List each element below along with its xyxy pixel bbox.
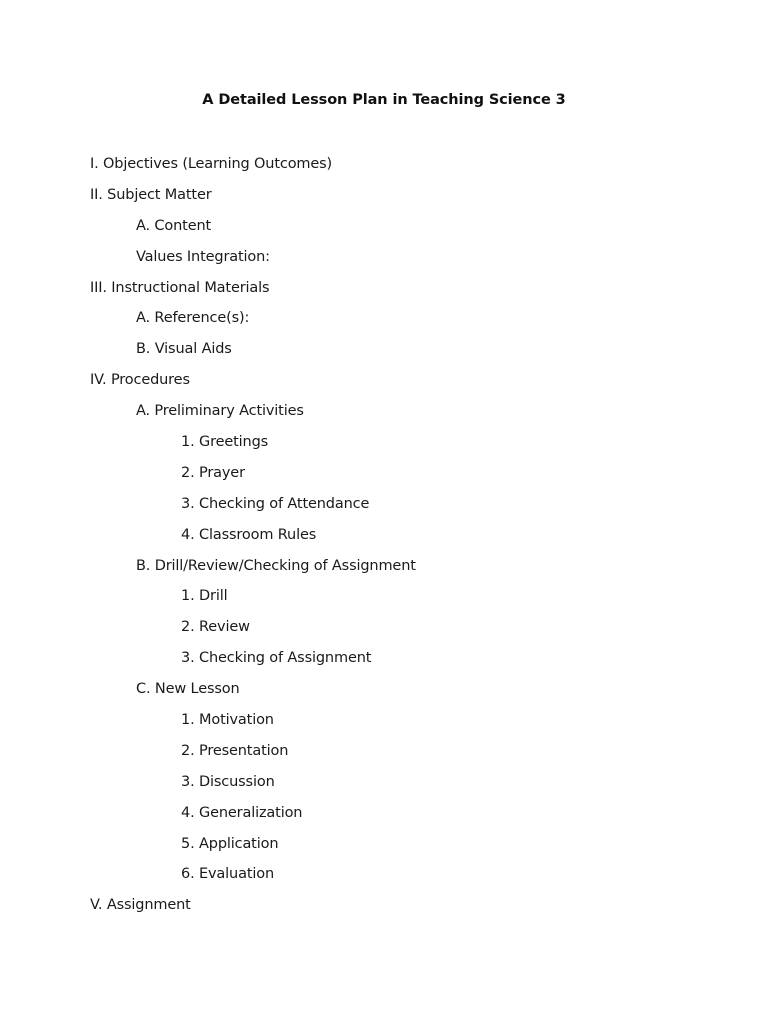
outline-item-prayer: 2. Prayer (181, 464, 245, 481)
outline-item-evaluation: 6. Evaluation (181, 866, 275, 883)
outline-item-application: 5. Application (181, 835, 279, 852)
outline-item-objectives: I. Objectives (Learning Outcomes) (90, 156, 333, 172)
outline-item-instructional-materials: III. Instructional Materials (90, 279, 270, 296)
outline-item-generalization: 4. Generalization (181, 804, 303, 821)
outline-item-preliminary-activities: A. Preliminary Activities (136, 403, 304, 420)
outline-item-content: A. Content (136, 217, 212, 234)
outline-item-motivation: 1. Motivation (181, 712, 274, 729)
outline-item-new-lesson: C. New Lesson (136, 681, 240, 698)
outline-item-drill: 1. Drill (181, 588, 228, 605)
outline-item-presentation: 2. Presentation (181, 742, 289, 759)
outline-item-review: 2. Review (181, 619, 250, 636)
outline-item-references: A. Reference(s): (136, 310, 250, 327)
outline-item-greetings: 1. Greetings (181, 434, 269, 451)
outline-item-checking-assignment: 3. Checking of Assignment (181, 650, 372, 667)
outline-item-assignment: V. Assignment (90, 897, 191, 914)
outline-item-drill-review: B. Drill/Review/Checking of Assignment (136, 557, 416, 574)
lesson-plan-outline (0, 153, 768, 925)
outline-item-visual-aids: B. Visual Aids (136, 341, 232, 358)
outline-item-discussion: 3. Discussion (181, 773, 275, 790)
outline-item-subject-matter: II. Subject Matter (90, 186, 212, 203)
outline-item-procedures: IV. Procedures (90, 372, 190, 389)
outline-item-values-integration: Values Integration: (136, 248, 270, 265)
outline-item-classroom-rules: 4. Classroom Rules (181, 526, 317, 543)
document-title: A Detailed Lesson Plan in Teaching Science 3 (202, 92, 566, 108)
outline-item-checking-attendance: 3. Checking of Attendance (181, 495, 370, 512)
